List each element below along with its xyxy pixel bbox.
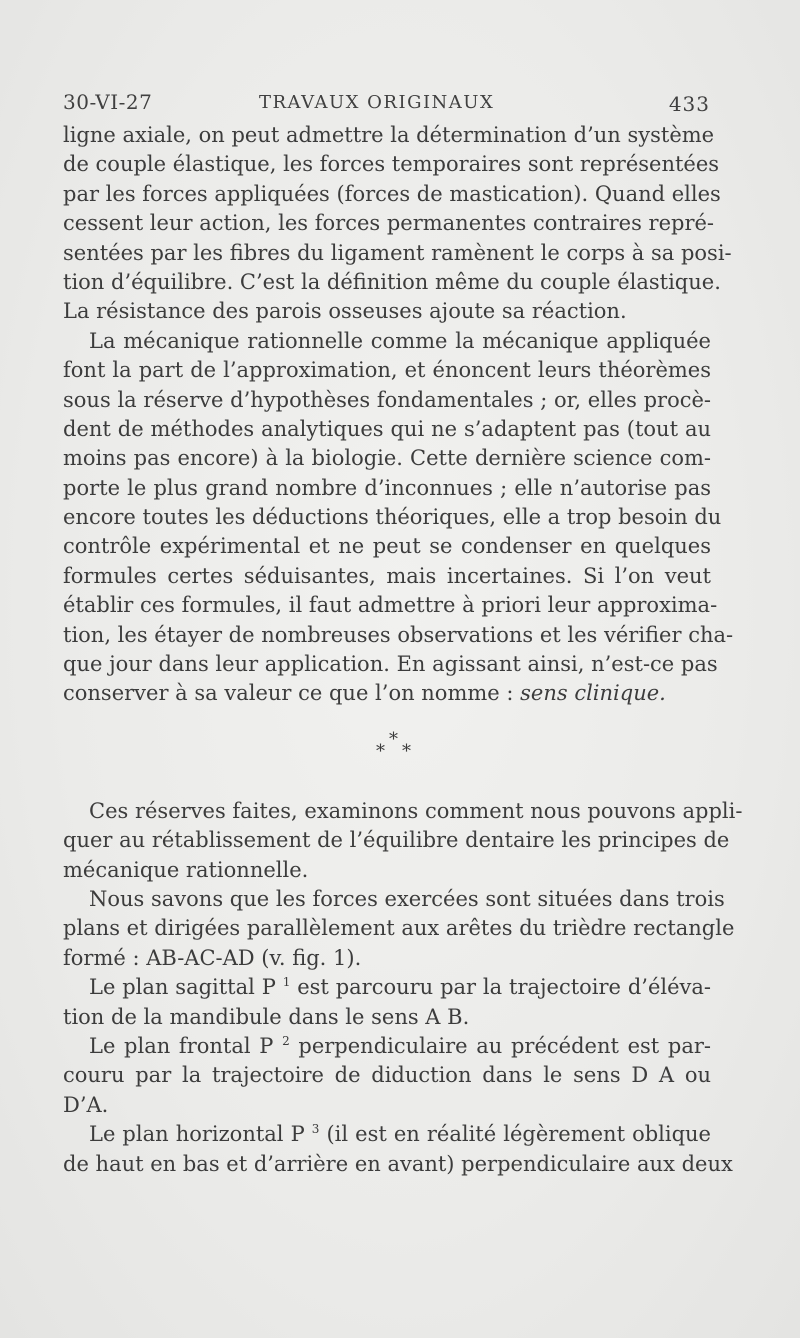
italic-term: sens clinique.: [520, 681, 666, 706]
text-line: formules certes séduisantes, mais incertaines. Si l’on veut: [63, 563, 711, 588]
text-line: de haut en bas et d’arrière en avant) perpendiculaire aux deux: [63, 1151, 733, 1176]
text-span: Le plan sagittal P: [89, 975, 283, 1000]
paragraph-3: [63, 797, 743, 885]
text-line: [63, 679, 711, 708]
text-line: Ces réserves faites, examinons comment nous pouvons appli-: [89, 798, 743, 823]
running-header: [63, 90, 710, 120]
superscript: 3: [311, 1122, 320, 1137]
text-line: de couple élastique, les forces temporaires sont représentées: [63, 152, 720, 177]
text-line: sous la réserve d’hypothèses fondamentales ; or, elles procè-: [63, 387, 711, 412]
header-date: 30-VI-27: [63, 90, 153, 114]
text-line: dent de méthodes analytiques qui ne s’adaptent pas (tout au: [63, 416, 711, 441]
asterisk: *: [389, 728, 398, 750]
text-line: encore toutes les déductions théoriques, elle a trop besoin du: [63, 505, 722, 530]
text-line: [63, 973, 711, 1002]
text-line: contrôle expérimental et ne peut se condenser en quelques: [63, 534, 711, 559]
text-line: formé : AB-AC-AD (v. fig. 1).: [63, 945, 362, 970]
text-line: établir ces formules, il faut admettre à priori leur approxima-: [63, 593, 718, 618]
text-span: conserver à sa valeur ce que l’on nomme :: [63, 681, 521, 706]
superscript: 1: [282, 975, 291, 990]
paragraph-5: [63, 973, 711, 1032]
paragraph-7: [63, 1120, 733, 1179]
paragraph-2: [63, 327, 734, 709]
header-title: TRAVAUX ORIGINAUX: [259, 92, 495, 113]
superscript: 2: [282, 1033, 290, 1048]
text-line: mécanique rationnelle.: [63, 857, 309, 882]
text-line: quer au rétablissement de l’équilibre dentaire les principes de: [63, 828, 730, 853]
text-line: font la part de l’approximation, et énoncent leurs théorèmes: [63, 358, 711, 383]
text-line: La résistance des parois osseuses ajoute sa réaction.: [63, 299, 627, 324]
text-line: [63, 1120, 711, 1149]
text-span: Le plan horizontal P: [89, 1122, 312, 1147]
text-line: tion de la mandibule dans le sens A B.: [63, 1004, 470, 1029]
text-line: par les forces appliquées (forces de mastication). Quand elles: [63, 181, 721, 206]
asterism: [376, 728, 416, 771]
text-line: [63, 1032, 711, 1061]
text-span: (il est en réalité légèrement oblique: [319, 1122, 711, 1147]
page-number: 433: [668, 92, 710, 116]
text-span: est parcouru par la trajectoire d’éléva-: [290, 975, 712, 1000]
paragraph-1: [63, 121, 732, 327]
paragraph-6: [63, 1032, 711, 1120]
text-line: ligne axiale, on peut admettre la détermination d’un système: [63, 123, 715, 147]
text-line: plans et dirigées parallèlement aux arêtes du trièdre rectangle: [63, 916, 735, 941]
asterisk: *: [376, 740, 385, 762]
text-line: cessent leur action, les forces permanentes contraires repré-: [63, 211, 715, 236]
text-line: tion, les étayer de nombreuses observations et les vérifier cha-: [63, 622, 734, 647]
section-separator: [63, 709, 711, 797]
body-text: [63, 121, 743, 1179]
text-line: moins pas encore) à la biologie. Cette dernière science com-: [63, 446, 711, 471]
text-span: perpendiculaire au précédent est par-: [289, 1033, 711, 1058]
text-line: Nous savons que les forces exercées sont situées dans trois: [89, 886, 725, 911]
text-line: couru par la trajectoire de diduction dans le sens D A ou: [63, 1063, 711, 1088]
text-line: sentées par les fibres du ligament ramènent le corps à sa posi-: [63, 240, 732, 265]
text-line: tion d’équilibre. C’est la définition même du couple élastique.: [63, 269, 721, 294]
text-line: que jour dans leur application. En agissant ainsi, n’est-ce pas: [63, 652, 718, 677]
text-span: Le plan frontal P: [89, 1033, 283, 1058]
paragraph-4: [63, 885, 735, 973]
text-line: D’A.: [63, 1092, 109, 1117]
asterisk: *: [402, 740, 411, 762]
text-line: porte le plus grand nombre d’inconnues ; elle n’autorise pas: [63, 475, 711, 500]
text-line: La mécanique rationnelle comme la mécanique appliquée: [89, 328, 711, 353]
